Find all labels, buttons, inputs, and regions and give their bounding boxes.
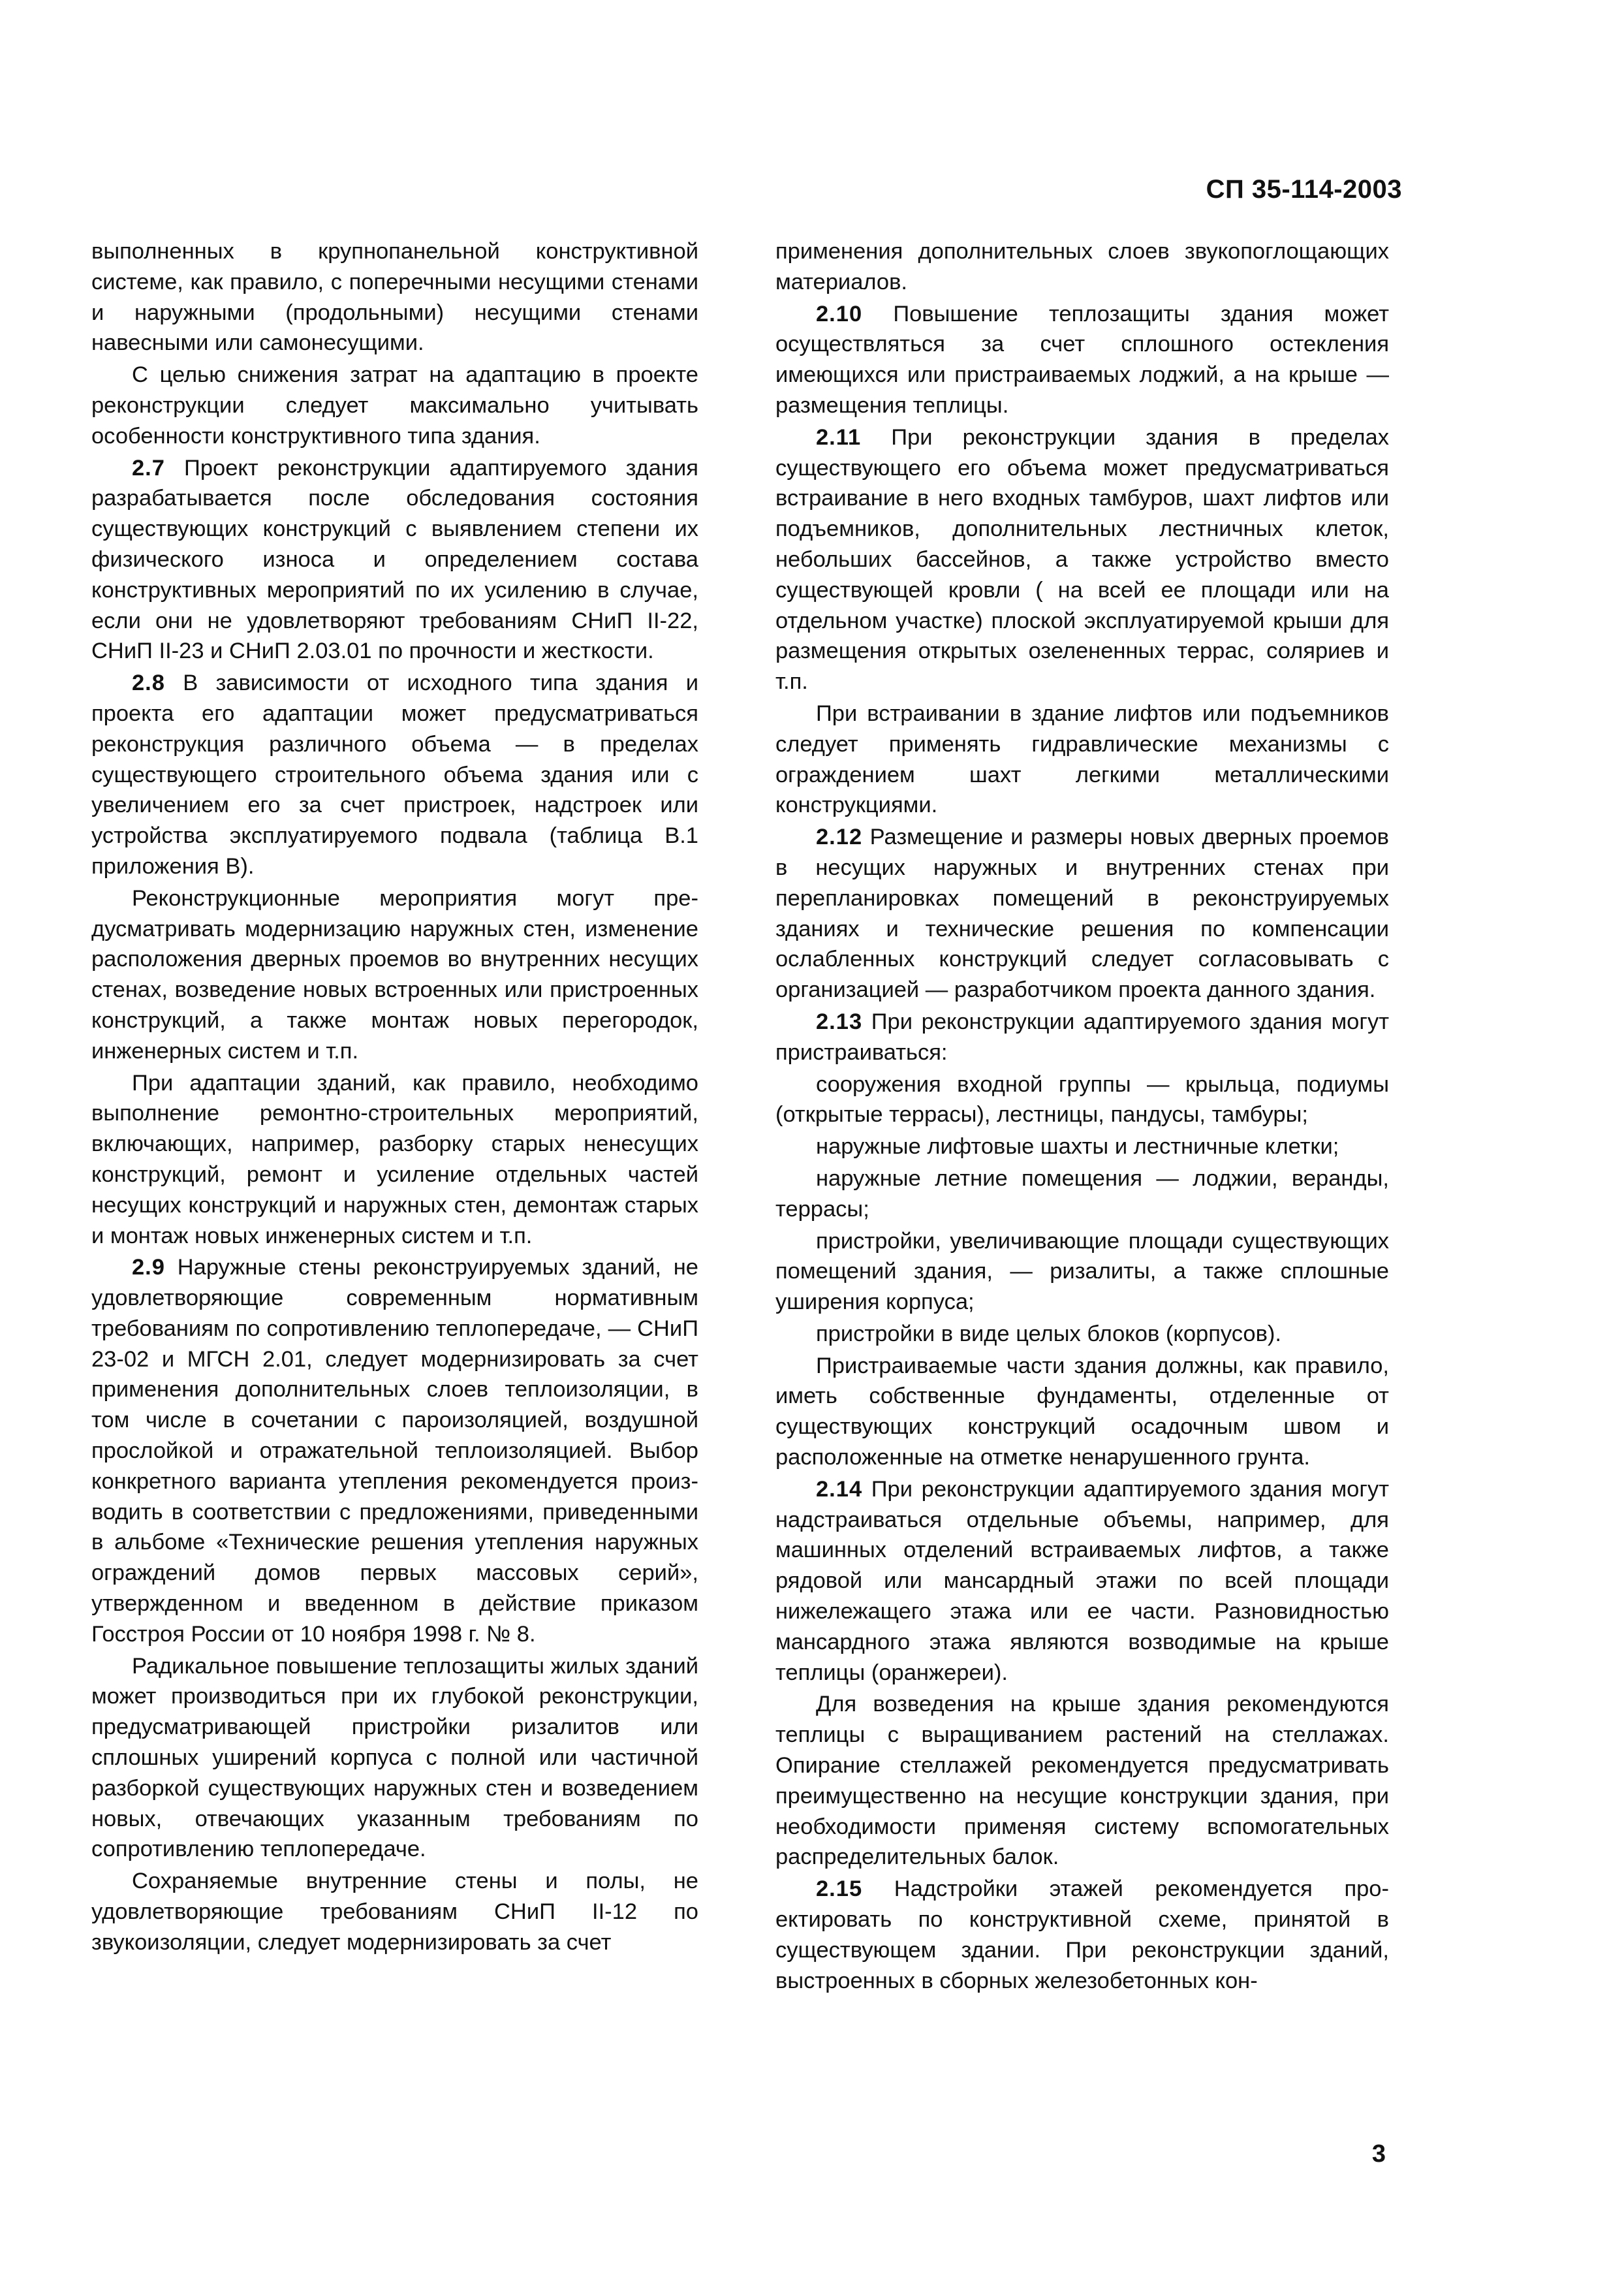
paragraph	[91, 668, 698, 882]
paragraph-text: При реконструкции адаптируемого здания могут пристраиваться:	[775, 1009, 1389, 1065]
paragraph	[775, 822, 1389, 1005]
paragraph	[775, 1163, 1389, 1225]
paragraph	[775, 236, 1389, 298]
paragraph-text: Реконструкционные мероприятия могут предусматривать модернизацию наружных стен, изменение расположения дверных проемов во внутренних несущих стенах, возведение новых встроенных или пристроенных конструкций, а также монтаж новых перегородок, инженерных систем и т.п.	[91, 885, 698, 1064]
page-number: 3	[1371, 2140, 1386, 2168]
paragraph-text: При реконструкции здания в пределах существующего его объема может предусматриваться встраивание в него входных тамбуров, шахт лифтов или подъемников, дополнительных лестничных клеток, небольших бассейнов, а также устройство вместо существующей кровли ( на всей ее площади или на отдельном участке) плоской эксплуатируемой крыши для размещения открытых озелененных террас, соляриев и т.п.	[775, 424, 1389, 695]
paragraph-text: применения дополнительных слоев звукопоглощающих материалов.	[775, 239, 1389, 294]
clause-number: 2.14	[816, 1476, 863, 1502]
document-code: СП 35-114-2003	[1206, 175, 1402, 204]
paragraph-text: сооружения входной группы — крыльца, подиумы (открытые террасы), лестницы, пандусы, тамбуры;	[775, 1071, 1389, 1128]
paragraph	[775, 1131, 1389, 1162]
paragraph-text: Наружные стены реконструируемых зданий, не удовлетворяющие современным нормативным требованиям по сопротивлению теплопередаче, — СНиП 23-02 и МГСН 2.01, следует модернизировать за счет применения дополнительных слоев теплоизоляции, в том числе в сочетании с пароизоляцией, воздушной прослойкой и отражательной теплоизоляцией. Выбор конкретного варианта утепления рекомендуется производить в соответствии с предложениями, приведенными в альбоме «Технические решения утепления наружных ограждений домов первых массовых серий», утвержденном и введенном в действие приказом Госстроя России от 10 ноября 1998 г. № 8.	[91, 1255, 698, 1647]
paragraph-text: Надстройки этажей рекомендуется проектировать по конструктивной схеме, принятой в существующем здании. При реконструкции зданий, выстроенных в сборных железобетонных кон-	[775, 1876, 1389, 1993]
paragraph	[775, 1874, 1389, 1996]
paragraph	[775, 299, 1389, 421]
paragraph-text: Размещение и размеры новых дверных проемов в несущих наружных и внутренних стенах при перепланировках помещений в реконструируемых зданиях и технические решения по компенсации ослабленных конструкций следует согласовывать с организацией — разработчиком проекта данного здания.	[775, 825, 1389, 1003]
clause-number: 2.15	[816, 1876, 863, 1902]
clause-number: 2.13	[816, 1009, 863, 1034]
paragraph-text: При встраивании в здание лифтов или подъемников следует применять гидравлические механизмы с ограждением шахт легкими металлическими конструкциями.	[775, 701, 1389, 818]
clause-number: 2.11	[816, 424, 862, 450]
paragraph-text: При реконструкции адаптируемого здания могут надстраиваться отдельные объемы, например, для машинных отделений встраиваемых лифтов, а также рядовой или мансардный этажи по всей площади нижележащего этажа или ее части. Разновидностью мансардного этажа являются возводимые на крыше теплицы (оранжереи).	[775, 1476, 1389, 1685]
paragraph-text: Проект реконструкции адаптируемого здания разрабатывается после обследования состояния существующих конструкций с выявлением степени их физического износа и определением состава конструктивных мероприятий по их усилению в случае, если они не удовлетворяют требованиям СНиП II-22, СНиП II-23 и СНиП 2.03.01 по прочности и жесткости.	[91, 455, 698, 664]
paragraph	[91, 360, 698, 451]
paragraph	[775, 1474, 1389, 1688]
paragraph-text: наружные лифтовые шахты и лестничные клетки;	[816, 1134, 1339, 1160]
paragraph-text: Радикальное повышение теплозащиты жилых зданий может производиться при их глубокой реконструкции, предусматривающей пристройки ризалитов или сплошных уширений корпуса с полной или частичной разборкой существующих наружных стен и возведением новых, отвечающих указанным требованиям по сопротивлению теплопередаче.	[91, 1653, 698, 1862]
paragraph-text: При адаптации зданий, как правило, необходимо выполнение ремонтно-строительных мероприятий, включающих, например, разборку старых ненесущих конструкций, ремонт и усиление отдельных частей несущих конструкций и наружных стен, демонтаж старых и монтаж новых инженерных систем и т.п.	[91, 1070, 698, 1248]
paragraph	[91, 1866, 698, 1957]
paragraph	[775, 422, 1389, 697]
paragraph-text: выполненных в крупнопанельной конструктивной системе, как правило, с поперечными несущими стенами и наружными (продольными) несущими стенами навесными или самонесущими.	[91, 239, 698, 356]
paragraph	[91, 1651, 698, 1865]
paragraph-text: Повышение теплозащиты здания может осуществляться за счет сплошного остекления имеющихся или пристраиваемых лоджий, а на крыше — размещения теплицы.	[775, 301, 1389, 418]
paragraph-text: С целью снижения затрат на адаптацию в проекте реконструкции следует максимально учитывать особенности конструктивного типа здания.	[91, 362, 698, 449]
paragraph	[91, 236, 698, 358]
paragraph-text: наружные летние помещения — лоджии, веранды, террасы;	[775, 1165, 1389, 1222]
clause-number: 2.7	[132, 455, 165, 481]
paragraph-text: Для возведения на крыше здания рекомендуются теплицы с выращиванием растений на стеллажах. Опирание стеллажей рекомендуется предусматривать преимущественно на несущие конструкции здания, при необходимости применяя систему вспомогательных распределительных балок.	[775, 1692, 1389, 1870]
right-text-column	[775, 236, 1389, 1997]
paragraph	[91, 883, 698, 1067]
paragraph-text: Пристраиваемые части здания должны, как правило, иметь собственные фундаменты, отделенные от существующих конструкций осадочным швом и расположенные на отметке ненарушенного грунта.	[775, 1353, 1389, 1470]
clause-number: 2.9	[132, 1255, 165, 1280]
paragraph	[775, 699, 1389, 821]
paragraph	[91, 1252, 698, 1649]
paragraph	[775, 1689, 1389, 1873]
paragraph	[91, 453, 698, 667]
left-text-column	[91, 236, 698, 1959]
clause-number: 2.10	[816, 301, 863, 326]
paragraph-text: Сохраняемые внутренние стены и полы, не удовлетворяющие требованиям СНиП II-12 по звукоизоляции, следует модернизировать за счет	[91, 1869, 698, 1955]
paragraph	[91, 1068, 698, 1252]
paragraph	[775, 1319, 1389, 1350]
paragraph	[775, 1226, 1389, 1318]
paragraph-text: пристройки, увеличивающие площади существующих помещений здания, — ризалиты, а также сплошные уширения корпуса;	[775, 1228, 1389, 1315]
paragraph-text: В зависимости от исходного типа здания и проекта его адаптации может предусматриваться реконструкция различного объема — в пределах существующего строительного объема здания или с увеличением его за счет пристроек, надстроек или устройства эксплуатируемого подвала (таблица В.1 приложения В).	[91, 671, 698, 879]
paragraph-text: пристройки в виде целых блоков (корпусов).	[816, 1321, 1281, 1346]
paragraph	[775, 1007, 1389, 1068]
clause-number: 2.12	[816, 825, 863, 850]
clause-number: 2.8	[132, 671, 165, 696]
paragraph	[775, 1351, 1389, 1473]
paragraph	[775, 1069, 1389, 1131]
